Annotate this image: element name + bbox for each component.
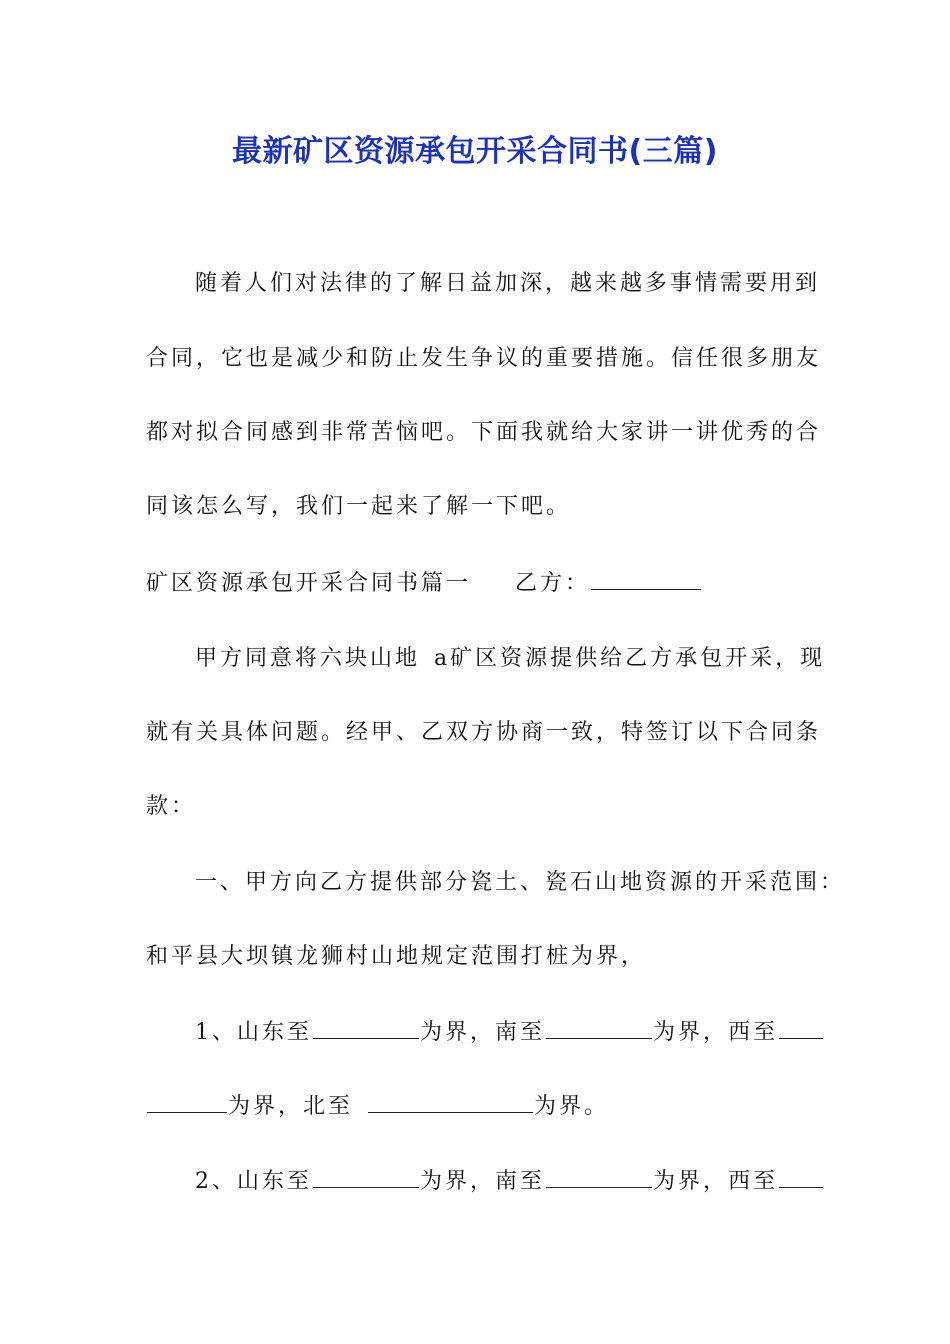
- clause1-line-1: 一、甲方向乙方提供部分瓷土、瓷石山地资源的开采范围：: [195, 870, 846, 895]
- intro-line-3: 都对拟合同感到非常苦恼吧。下面我就给大家讲一讲优秀的合: [146, 420, 822, 445]
- para1-line-1: [195, 641, 825, 677]
- item1-line-1: [195, 1015, 825, 1051]
- para1-text-b: a矿区资源提供给乙方承包开采，现: [434, 646, 826, 671]
- intro-line-1: 随着人们对法律的了解日益加深，越来越多事情需要用到: [195, 271, 821, 296]
- party-b-label: 乙方：: [515, 571, 591, 596]
- item1-border-3: 为界，: [228, 1094, 304, 1119]
- item2-number: 2、: [195, 1169, 237, 1194]
- item1-north-blank: [368, 1090, 533, 1113]
- item2-border-1: 为界，: [420, 1169, 496, 1194]
- item1-border-2: 为界，: [653, 1020, 729, 1045]
- item2-border-2: 为界，: [653, 1169, 729, 1194]
- party-b-blank: [591, 567, 701, 590]
- item1-south-blank: [546, 1016, 652, 1039]
- item2-south-blank: [546, 1165, 652, 1188]
- section-heading: 矿区资源承包开采合同书篇一: [146, 571, 472, 596]
- item1-west-label: 西至: [728, 1020, 779, 1045]
- para1-line-3: 款：: [146, 794, 197, 819]
- document-title: 最新矿区资源承包开采合同书(三篇): [232, 134, 718, 169]
- item1-west-blank-b: [147, 1090, 227, 1113]
- item2-east-blank: [313, 1165, 419, 1188]
- item2-line-1: [195, 1164, 825, 1200]
- item2-south-label: 南至: [495, 1169, 546, 1194]
- section-heading-row: [146, 566, 826, 602]
- para1-text-a: 甲方同意将六块山地: [195, 646, 421, 671]
- item1-number: 1、: [195, 1020, 237, 1045]
- item1-border-4: 为界。: [534, 1094, 610, 1119]
- item1-line-2: [146, 1089, 826, 1125]
- para1-line-2: 就有关具体问题。经甲、乙双方协商一致，特签订以下合同条: [146, 720, 822, 745]
- item1-west-blank-a: [779, 1016, 823, 1039]
- clause1-line-2: 和平县大坝镇龙狮村山地规定范围打桩为界，: [146, 944, 647, 969]
- intro-line-4: 同该怎么写，我们一起来了解一下吧。: [146, 494, 572, 519]
- item1-east-blank: [313, 1016, 419, 1039]
- item2-west-blank: [779, 1165, 823, 1188]
- item1-south-label: 南至: [495, 1020, 546, 1045]
- item2-west-label: 西至: [728, 1169, 779, 1194]
- item1-east-label: 山东至: [237, 1020, 313, 1045]
- item1-north-label: 北至: [303, 1094, 354, 1119]
- item1-border-1: 为界，: [420, 1020, 496, 1045]
- intro-line-2: 合同，它也是减少和防止发生争议的重要措施。信任很多朋友: [146, 346, 822, 371]
- item2-east-label: 山东至: [237, 1169, 313, 1194]
